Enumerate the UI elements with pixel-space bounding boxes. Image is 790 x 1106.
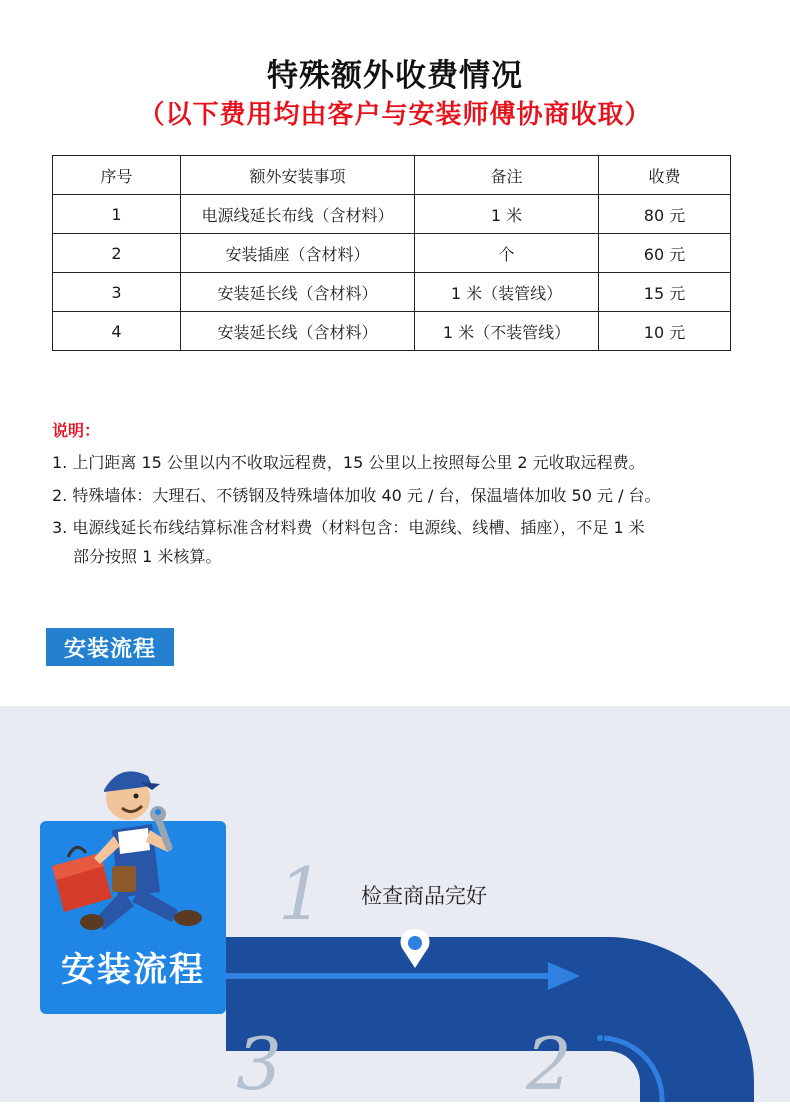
- cell-index: 3: [53, 273, 181, 312]
- cell-item: 电源线延长布线（含材料）: [181, 195, 415, 234]
- cell-item: 安装延长线（含材料）: [181, 273, 415, 312]
- step-number: 2: [526, 1022, 572, 1106]
- step-number: 1: [278, 852, 324, 936]
- note-item-continued: 部分按照 1 米核算。: [73, 547, 222, 566]
- page-subtitle: （以下费用均由客户与安装师傅协商收取）: [138, 100, 652, 130]
- cell-fee: 15 元: [599, 273, 731, 312]
- note-item: 1. 上门距离 15 公里以内不收取远程费，15 公里以上按照每公里 2 元收取远程费。: [52, 453, 645, 472]
- cell-item: 安装延长线（含材料）: [181, 312, 415, 351]
- step-number: 3: [236, 1022, 282, 1106]
- cell-fee: 80 元: [599, 195, 731, 234]
- cell-index: 2: [53, 234, 181, 273]
- step-text: 检查商品完好: [361, 884, 487, 908]
- column-header: 备注: [415, 156, 599, 195]
- cell-index: 4: [53, 312, 181, 351]
- flow-section-tag: 安装流程: [46, 628, 174, 666]
- cell-note: 1 米（装管线）: [415, 273, 599, 312]
- column-header: 额外安装事项: [181, 156, 415, 195]
- page-title: 特殊额外收费情况: [267, 58, 523, 94]
- cell-note: 个: [415, 234, 599, 273]
- cell-note: 1 米（不装管线）: [415, 312, 599, 351]
- notes-heading: 说明：: [52, 421, 101, 440]
- note-item: 3. 电源线延长布线结算标准含材料费（材料包含：电源线、线槽、插座），不足 1 米: [52, 518, 645, 537]
- flow-box-label: 安装流程: [61, 950, 205, 990]
- note-item: 2. 特殊墙体：大理石、不锈钢及特殊墙体加收 40 元 / 台，保温墙体加收 50 元 / 台。: [52, 486, 661, 505]
- cell-note: 1 米: [415, 195, 599, 234]
- cell-fee: 60 元: [599, 234, 731, 273]
- column-header: 序号: [53, 156, 181, 195]
- cell-fee: 10 元: [599, 312, 731, 351]
- column-header: 收费: [599, 156, 731, 195]
- cell-item: 安装插座（含材料）: [181, 234, 415, 273]
- cell-index: 1: [53, 195, 181, 234]
